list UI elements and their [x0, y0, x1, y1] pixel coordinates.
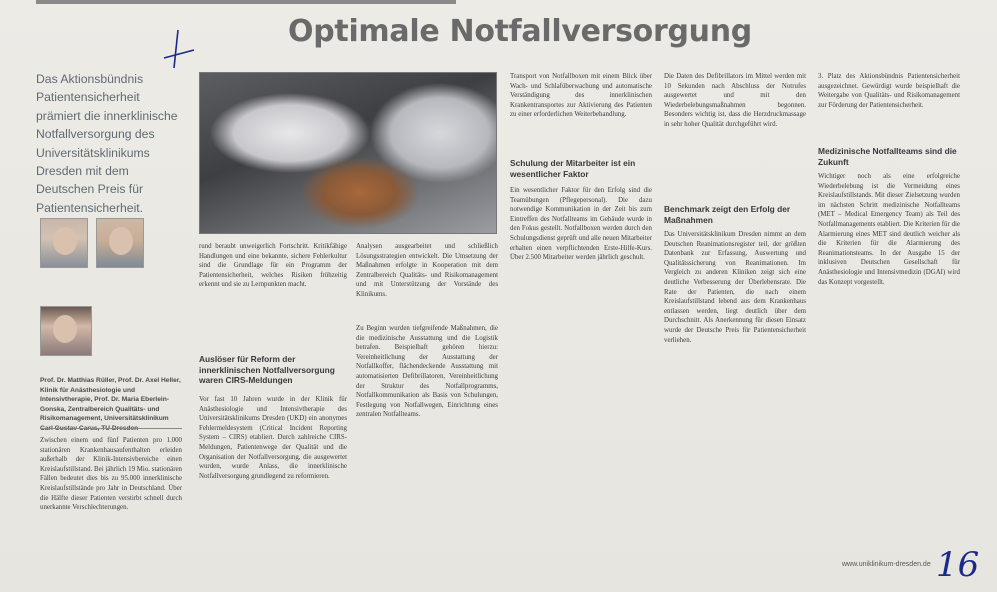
body-text: rund beraubt unweigerlich Fortschritt. Kritikfähige Handlungen und eine bekannte, sichere Fehlerkultur sind die Grundlage für ein Programm der Patientensicherheit, welches Risiken frühzeitig erkennt und sie zu Lernpunkten macht.	[199, 243, 347, 289]
article-photo	[199, 72, 497, 234]
body-text: Wichtiger noch als eine erfolgreiche Wiederbelebung ist die Vermeidung eines Kreislaufstillstands. Mit dieser Zielsetzung wurden im nächsten Schritt medizinische Notfallteams (MET – Medical Emergency Team) als Teil des Notfallmanagements etabliert. Die Kriterien für die Alarmierung eines MET sind deutlich weicher als die Kriterien für die Alarmierung des Reanimationsteams. In der Ausgabe 15 der inklusiven Deutschen Gesellschaft für Anästhesiologie und Intensivmedizin (DGAI) wird das Konzept vorgestellt.	[818, 173, 960, 286]
body-text: Zwischen einem und fünf Patienten pro 1.000 stationären Krankenhausaufenthalten erleiden außerhalb der Klinik-Intensivbereiche einen Kreislaufstillstand. Bei jährlich 19 Mio. stationären Fällen bedeutet dies bis zu 95.000 innerklinische Kreislaufstillstände pro Jahr in Deutschland. Über die Hälfte dieser Patienten verstirbt schnell durch unerkannte Verschlechterungen.	[40, 437, 182, 512]
body-text: Das Universitätsklinikum Dresden nimmt an dem Deutschen Reanimationsregister teil, der größten Datenbank zur Erfassung, Auswertung und Qualitätssicherung von Reanimationen. Im Vergleich zu anderen Kliniken zeigt sich eine deutliche Verbesserung der Überlebensrate. Die Rate der Patienten, die nach einem Kreislaufstillstand lebend aus dem Krankenhaus entlassen werden, liegt deutlich über dem Durchschnitt. Als Anerkennung für diesen Einsatz wurde der Deutsche Preis für Patientensicherheit verliehen.	[664, 231, 806, 344]
body-text: Die Daten des Defibrillators im Mittel werden mit 10 Sekunden nach Abschluss der Notrufes ausgewertet und mit den Wiederbelebungsmaßnahmen begonnen. Besonders wichtig ist, dass die Herzdruckmassage in sehr hoher Qualität durchgeführt wird.	[664, 73, 806, 128]
divider	[40, 428, 182, 429]
subheading: Auslöser für Reform der innerklinischen Notfallversorgung waren CIRS-Meldungen	[199, 354, 335, 386]
portrait-photo	[40, 306, 92, 356]
top-rule	[36, 0, 456, 4]
portrait-photo	[96, 218, 144, 268]
portraits	[40, 218, 182, 368]
headline: Optimale Notfallversorgung	[288, 14, 752, 49]
lead-paragraph: Das Aktionsbündnis Patientensicherheit prämiert die innerklinische Notfallversorgung des Universitätsklinikums Dresden mit dem Deutschen Preis für Patientensicherheit.	[36, 72, 178, 215]
page-number	[930, 540, 980, 584]
body-text: 3. Platz des Aktionsbündnis Patientensicherheit ausgezeichnet. Gewürdigt wurde beispielhaft die Weitergabe von Qualitäts- und Risikomanagement zur Förderung der Patientensicherheit.	[818, 73, 960, 109]
subheading: Schulung der Mitarbeiter ist ein wesentlicher Faktor	[510, 158, 636, 179]
portrait-caption: Prof. Dr. Matthias Rüller, Prof. Dr. Axel Heller, Klinik für Anästhesiologie und Intensivtherapie, Prof. Dr. Maria Eberlein-Gonska, Zentralbereich Qualitäts- und Risikomanagement, Universitätsklinikum	[40, 377, 181, 423]
body-text: Zu Beginn wurden tiefgreifende Maßnahmen, die die medizinische Ausstattung und die Logistik betrafen. Beispielhaft gehören hierzu: Vereinheitlichung der Ausstattung der Notfallkoffer, flächendeckende Ausstattung mit automatisierten Defibrillatoren, Vereinheitlichung der Struktur des Notfallprogramms, Notfallkommunikation als Basis von Schulungen, Festlegung von Notfallwegen, Einrichtung eines zentralen Notfallteams.	[356, 325, 498, 419]
subheading: Medizinische Notfallteams sind die Zukunft	[818, 146, 957, 167]
subheading: Benchmark zeigt den Erfolg der Maßnahmen	[664, 204, 791, 225]
page-number-text: 16	[936, 545, 980, 584]
portrait-photo	[40, 218, 88, 268]
body-text: Ein wesentlicher Faktor für den Erfolg sind die Teamübungen (Pflegepersonal). Die dazu notwendige Kommunikation in der Zeit bis zum Eintreffen des Notfallteams im Gebäude wurde in den Fokus gestellt. Notfallboxen werden durch den Schulungsdienst geprüft und alle neuen Mitarbeiter erhalten einen verpflichtenden Erste-Hilfe-Kurs. Über 2.500 Mitarbeiter werden jährlich geschult.	[510, 187, 652, 262]
website-url: www.uniklinikum-dresden.de	[842, 561, 931, 568]
body-text: Vor fast 10 Jahren wurde in der Klinik für Anästhesiologie und Intensivtherapie des Universitätsklinikums Dresden (UKD) ein anonymes Fehlermeldesystem (Critical Incident Reporting System – CIRS) etabliert. Durch zahlreiche CIRS-Meldungen, Patientenwege der Qualität und die Organisation der Notfallversorgung, die ausgewertet wurden, wurde Anlass, die innerklinische Notfallversorgung grundlegend zu reformieren.	[199, 396, 347, 480]
body-text: Transport von Notfallboxen mit einem Blick über Wach- und Schlafüberwachung und automatische Verständigung des innerklinischen Krankentransportes zur Aktivierung des Patienten zu einer erforderlichen Weiterbehandlung.	[510, 73, 652, 119]
body-text: Analysen ausgearbeitet und schließlich Lösungsstrategien entwickelt. Die Umsetzung der Maßnahmen erfolgte in Kooperation mit dem Zentralbereich Qualitäts- und Risikomanagement und mit Unterstützung der Vorstände des Klinikums.	[356, 243, 498, 298]
